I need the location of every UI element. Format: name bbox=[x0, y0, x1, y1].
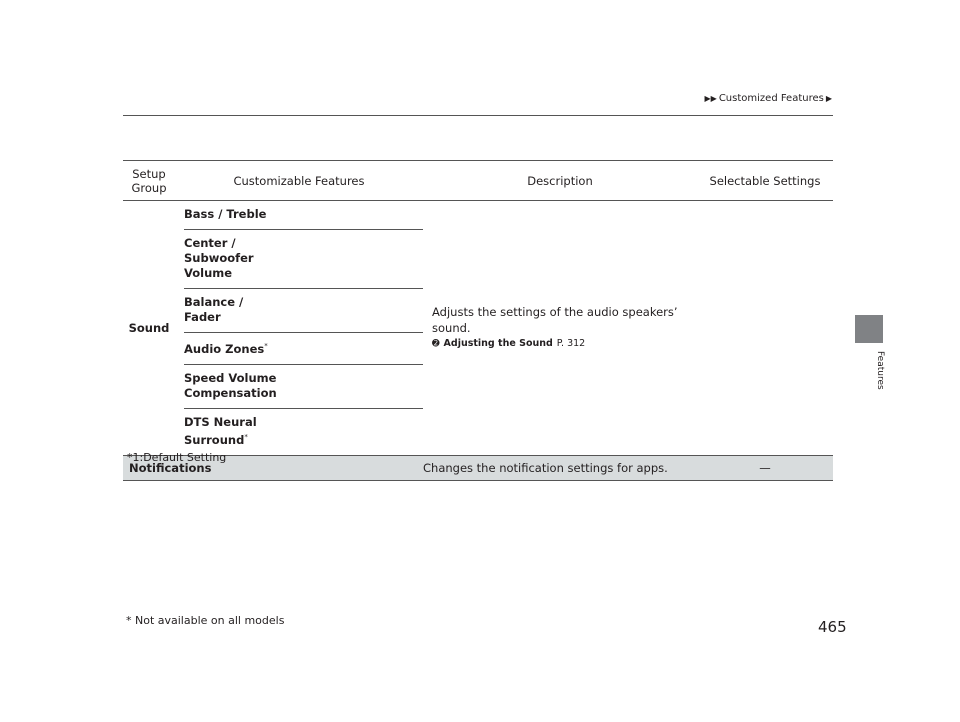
group-notifications: Notifications bbox=[123, 455, 423, 480]
table-row bbox=[123, 201, 833, 231]
feature-text: DTS Neural bbox=[184, 414, 257, 429]
availability-footnote: * Not available on all models bbox=[126, 614, 285, 627]
triangle-right-icon: ▶▶ bbox=[704, 94, 717, 103]
header-setup-line1: Setup bbox=[132, 166, 166, 181]
page-number: 465 bbox=[818, 618, 847, 636]
feature-text: Audio Zones bbox=[184, 341, 265, 356]
reference-page: P. 312 bbox=[556, 337, 586, 349]
sound-description bbox=[423, 201, 697, 456]
feature-text: Bass / Treble bbox=[184, 207, 267, 221]
feature-center-subwoofer-volume bbox=[175, 230, 423, 289]
feature-text: Speed Volume bbox=[184, 370, 277, 385]
feature-text: Subwoofer bbox=[184, 251, 254, 265]
header-setup-group bbox=[123, 161, 175, 201]
table-row bbox=[123, 455, 833, 480]
header-features: Customizable Features bbox=[175, 161, 423, 201]
default-setting-footnote: *1:Default Setting bbox=[127, 451, 227, 464]
feature-speed-volume-compensation bbox=[175, 365, 423, 409]
breadcrumb-label: Customized Features bbox=[718, 93, 824, 104]
header-rule bbox=[123, 115, 833, 116]
feature-text: Surround bbox=[184, 432, 245, 447]
section-tab bbox=[855, 315, 883, 343]
reference-label: Adjusting the Sound bbox=[443, 337, 553, 349]
description-text: Adjusts the settings of the audio speakers’ sound. bbox=[432, 304, 678, 335]
header-description: Description bbox=[423, 161, 697, 201]
triangle-right-icon: ▶ bbox=[825, 94, 832, 103]
feature-text: Center / bbox=[184, 236, 236, 250]
section-label: Features bbox=[875, 350, 885, 390]
customizable-features-table bbox=[123, 160, 833, 481]
feature-text: Compensation bbox=[184, 385, 277, 400]
feature-audio-zones bbox=[175, 333, 423, 365]
sound-settings bbox=[697, 201, 833, 456]
notifications-description: Changes the notification settings for apps. bbox=[423, 455, 697, 480]
feature-text: Volume bbox=[184, 266, 233, 280]
breadcrumb bbox=[705, 93, 832, 104]
feature-text: Balance / bbox=[184, 295, 244, 309]
feature-bass-treble bbox=[175, 201, 423, 231]
notifications-settings: — bbox=[697, 455, 833, 480]
reference-arrow-icon: ➋ bbox=[432, 338, 440, 349]
group-sound: Sound bbox=[128, 320, 170, 335]
header-settings: Selectable Settings bbox=[697, 161, 833, 201]
footnote-marker: * bbox=[264, 342, 268, 350]
feature-dts-neural-surround bbox=[175, 409, 423, 455]
footnote-marker: * bbox=[244, 432, 248, 441]
cross-reference[interactable] bbox=[432, 336, 697, 352]
header-setup-line2: Group bbox=[131, 180, 167, 195]
table-header-row bbox=[123, 161, 833, 201]
feature-text: Fader bbox=[184, 310, 221, 324]
feature-balance-fader bbox=[175, 289, 423, 333]
